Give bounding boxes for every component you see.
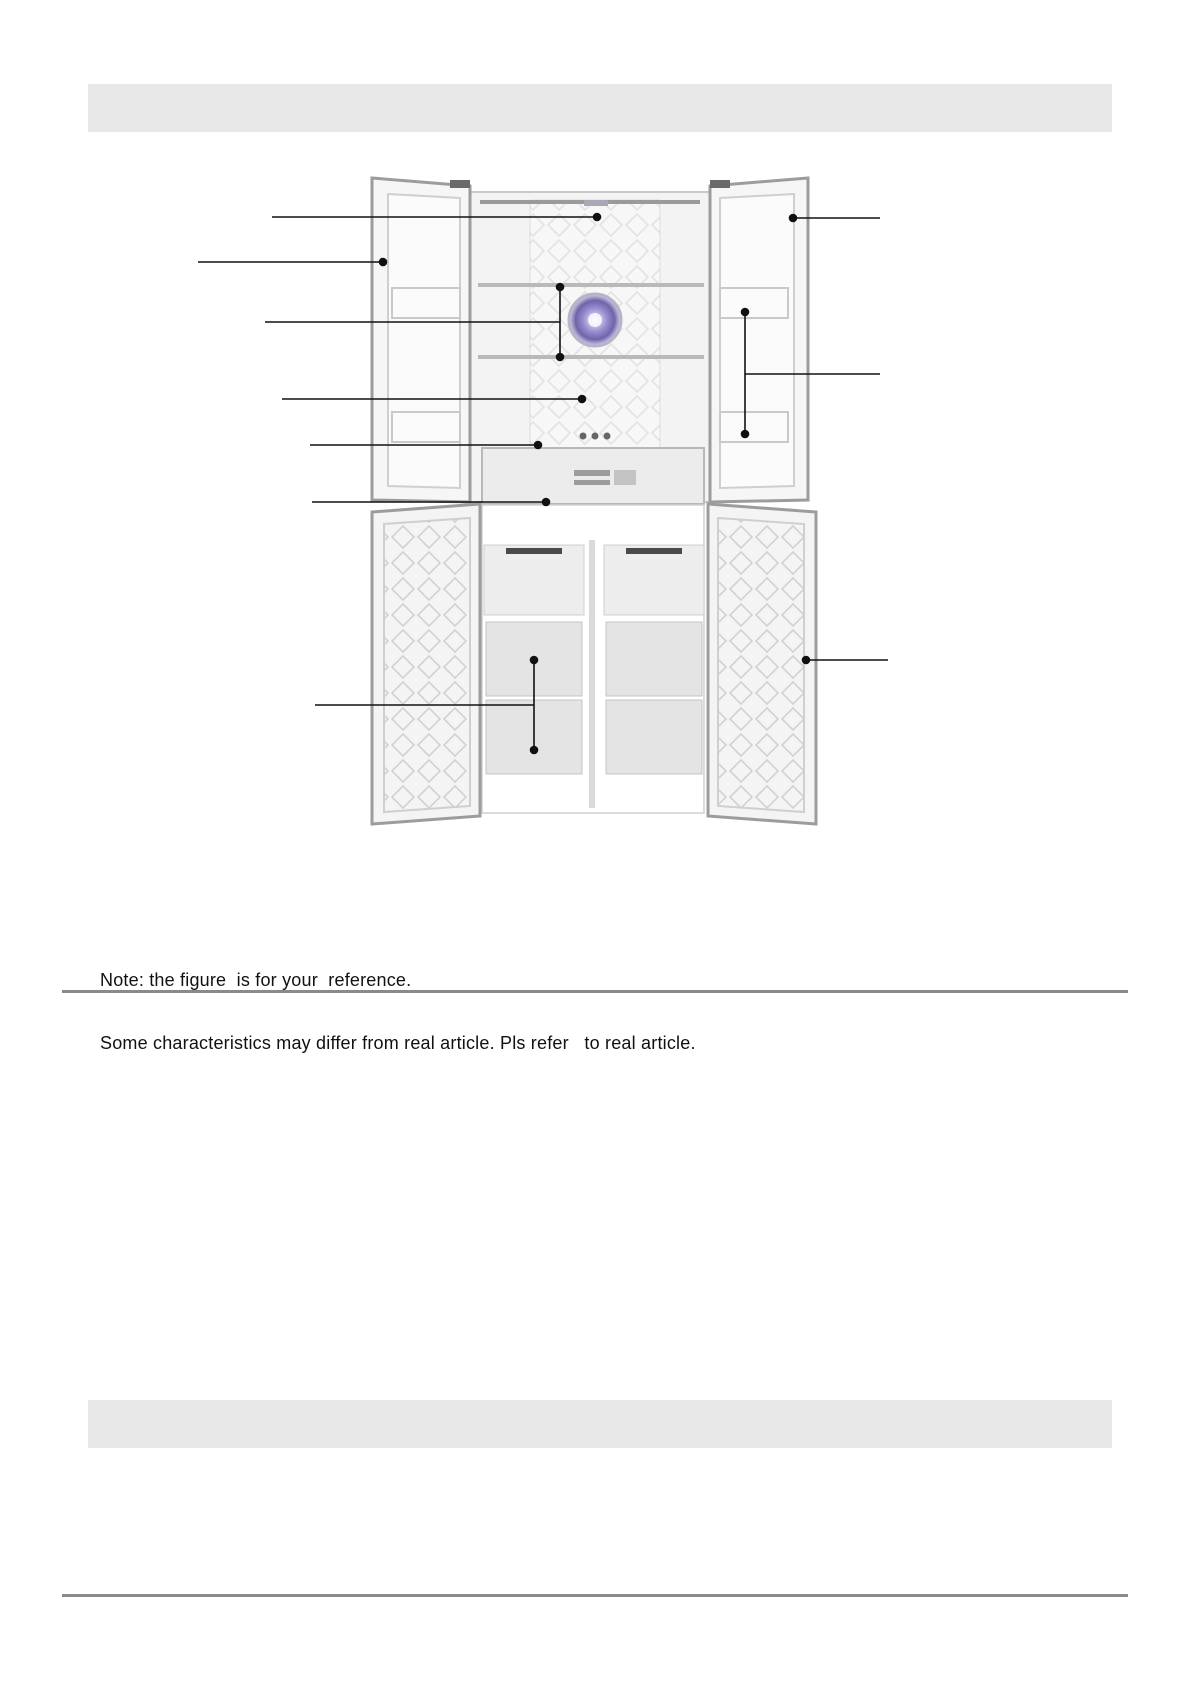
lower-right-door <box>708 504 816 824</box>
figure-note <box>100 928 696 1075</box>
section-header-band-bottom <box>88 1400 1112 1448</box>
cabinet <box>470 192 710 504</box>
freezer-area <box>482 505 704 813</box>
upper-left-door <box>372 178 470 502</box>
section-header-band-top <box>88 84 1112 132</box>
divider-rule-lower <box>62 1594 1128 1597</box>
lower-left-door <box>372 504 480 824</box>
note-line-1: Note: the figure is for your reference. <box>100 970 412 990</box>
note-line-2: Some characteristics may differ from real article. Pls refer to real article. <box>100 1033 696 1053</box>
upper-right-door <box>710 178 808 502</box>
divider-rule-upper <box>62 990 1128 993</box>
callout-left-door <box>198 259 387 266</box>
refrigerator-figure <box>0 160 1191 840</box>
